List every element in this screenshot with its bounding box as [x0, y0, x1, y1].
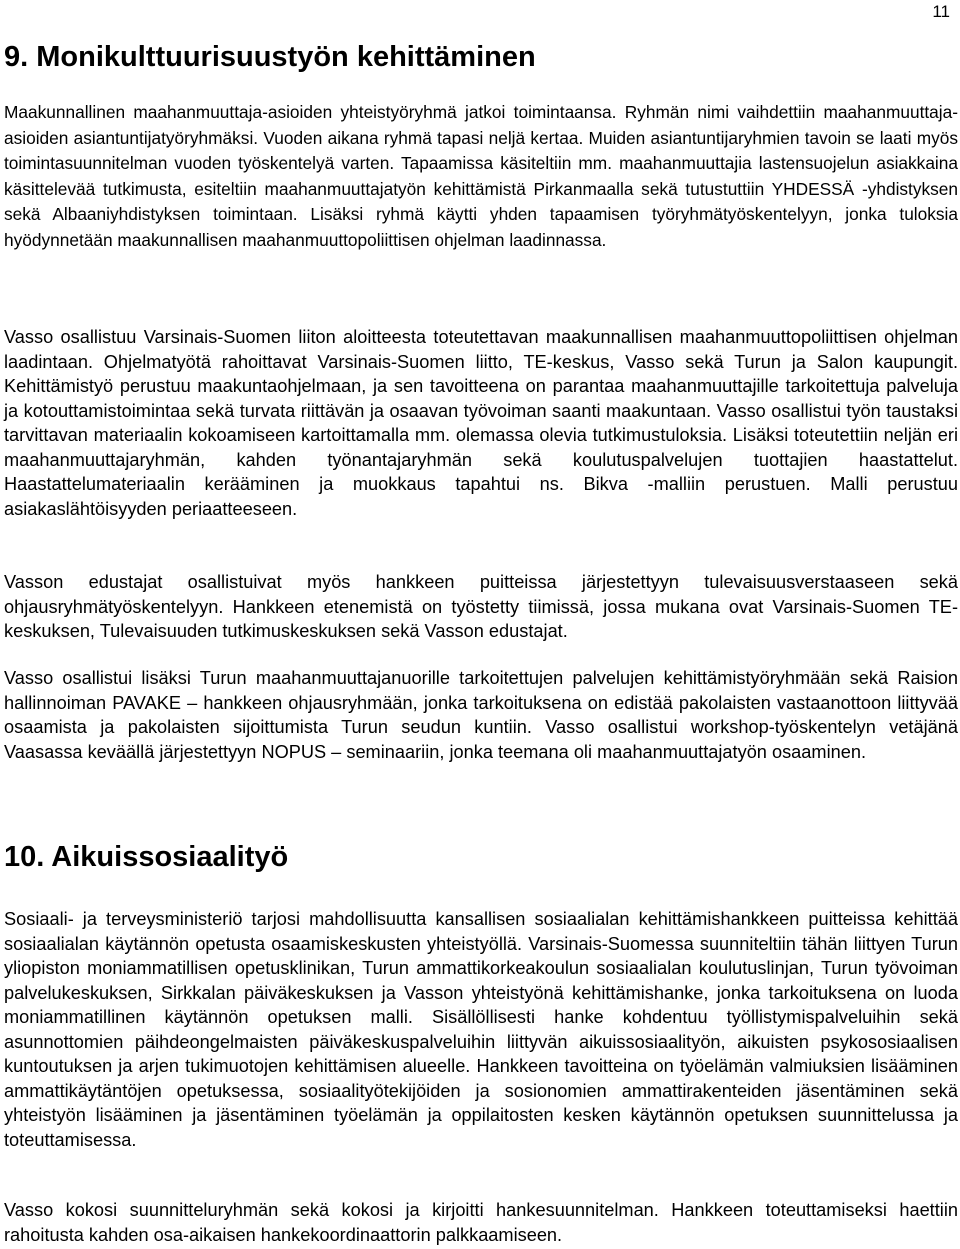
page-number: 11	[932, 2, 950, 21]
section-10-heading: 10. Aikuissosiaalityö	[4, 841, 289, 873]
section-10-paragraph-1: Sosiaali- ja terveysministeriö tarjosi mahdollisuutta kansallisen sosiaalialan kehittämishankkeen puitteissa kehittää sosiaalialan käytännön opetusta osaamiskeskusten yhteistyöllä. Varsinais-Suomessa suunniteltiin tähän liittyen Turun yliopiston moniammatillisen opetusklinikan, Turun ammattikorkeakoulun sosiaalialan koulutuslinjan, Turun työvoiman palvelukeskuksen, Sirkkalan päiväkeskuksen ja Vasson yhteistyönä kehittämishanke, jonka tarkoituksena on luoda moniammatillinen käytännön opetuksen malli. Sisällöllisesti hanke kohdentuu työllistymispalveluihin sekä asunnottomien päihdeongelmaisten päiväkeskuspalveluihin liittyvän aikuissosiaalityön, aikuisten psykososiaalisen kuntoutuksen ja arjen tukimuotojen kehittämisen alueelle. Hankkeen tavoitteina on työelämän valmiuksien lisääminen ammattikäytäntöjen opetuksessa, sosiaalityötekijöiden ja sosionomien ammattirakenteiden jäsentäminen sekä yhteistyön lisääminen ja jäsentäminen työelämän ja oppilaitosten kesken käytännön opetuksen suunnittelussa ja toteuttamisessa.	[4, 909, 958, 1150]
section-10-paragraph-2: Vasso kokosi suunnitteluryhmän sekä kokosi ja kirjoitti hankesuunnitelman. Hankkeen toteuttamiseksi haettiin rahoitusta kahden osa-aikaisen hankekoordinaattorin palkkaamiseen.	[4, 1200, 958, 1245]
section-9-paragraph-2: Vasso osallistuu Varsinais-Suomen liiton aloitteesta toteutettavan maakunnallisen maahanmuuttopoliittisen ohjelman laadintaan. Ohjelmatyötä rahoittavat Varsinais-Suomen liitto, TE-keskus, Vasso sekä Turun ja Salon kaupungit. Kehittämistyö perustuu maakuntaohjelmaan, ja sen tavoitteena on parantaa maahanmuuttajille tarkoitettuja palveluja ja kotouttamistoimintaa sekä turvata riittävän ja osaavan työvoiman saanti maakuntaan. Vasso osallistui työn taustaksi tarvittavan materiaalin kokoamiseen kartoittamalla mm. olemassa olevia tutkimustuloksia. Lisäksi toteutettiin neljän eri maahanmuuttajaryhmän, kahden työnantajaryhmän sekä koulutuspalvelujen tuottajien haastattelut. Haastattelumateriaalin kerääminen ja muokkaus tapahtui ns. Bikva -malliin perustuen. Malli perustuu asiakaslähtöisyyden periaatteeseen.	[4, 327, 958, 519]
section-9-paragraph-3: Vasson edustajat osallistuivat myös hankkeen puitteissa järjestettyyn tulevaisuusverstaaseen sekä ohjausryhmätyöskentelyyn. Hankkeen etenemistä on työstetty tiimissä, jossa mukana ovat Varsinais-Suomen TE-keskuksen, Tulevaisuuden tutkimuskeskuksen sekä Vasson edustajat.	[4, 572, 958, 641]
section-9-heading: 9. Monikulttuurisuustyön kehittäminen	[4, 41, 536, 73]
section-9-paragraph-4: Vasso osallistui lisäksi Turun maahanmuuttajanuorille tarkoitettujen palvelujen kehittämistyöryhmään sekä Raision hallinnoiman PAVAKE – hankkeen ohjausryhmään, jonka tarkoituksena on edistää pakolaisten vastaanottoon liittyvää osaamista ja pakolaisten sijoittumista Turun seudun kuntiin. Vasso osallistui workshop-työskentelyn vetäjänä Vaasassa keväällä järjestettyyn NOPUS – seminaariin, jonka teemana oli maahanmuuttajatyön osaaminen.	[4, 668, 958, 762]
section-9-paragraph-1: Maakunnallinen maahanmuuttaja-asioiden yhteistyöryhmä jatkoi toimintaansa. Ryhmän nimi vaihdettiin maahanmuuttaja-asioiden asiantuntijatyöryhmäksi. Vuoden aikana ryhmä tapasi neljä kertaa. Muiden asiantuntijaryhmien tavoin se laati myös toimintasuunnitelman vuoden työskentelyä varten. Tapaamissa käsiteltiin mm. maahanmuuttajia lastensuojelun asiakkaina käsittelevää tutkimusta, esiteltiin maahanmuuttajatyön kehittämistä Pirkanmaalla sekä tutustuttiin YHDESSÄ -yhdistyksen sekä Albaaniyhdistyksen toimintaan. Lisäksi ryhmä käytti yhden tapaamisen työryhmätyöskentelyyn, jonka tuloksia hyödynnetään maakunnallisen maahanmuuttopoliittisen ohjelman laadinnassa.	[4, 102, 958, 250]
